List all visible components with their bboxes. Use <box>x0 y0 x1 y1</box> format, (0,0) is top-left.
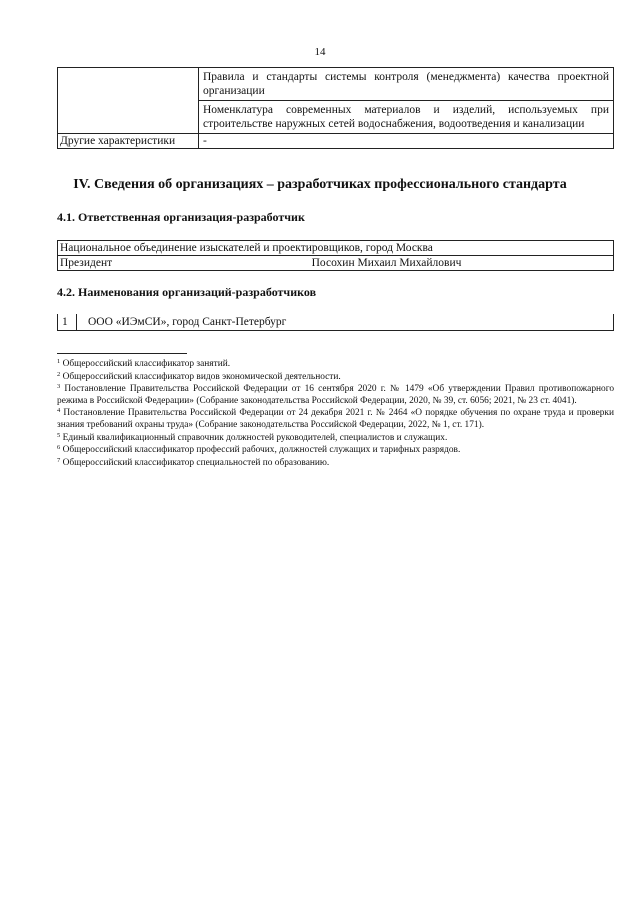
footnote: $^2$ Общероссийский классификатор видов экономической деятельности. <box>57 370 341 382</box>
subsection-heading: 4.2. Наименования организаций-разработчиков <box>57 285 317 299</box>
table-cell: Номенклатура современных материалов и изделий, используемых при строительстве наружных сетей водоснабжения, водоотведения и канализации <box>199 101 614 134</box>
footnote: $^7$ Общероссийский классификатор специальностей по образованию. <box>57 456 330 468</box>
footnote: $^1$ Общероссийский классификатор занятий. <box>57 358 231 369</box>
org-name: Национальное объединение изыскателей и проектировщиков, город Москва <box>58 241 614 256</box>
characteristics-table <box>57 67 614 149</box>
footnote: $^5$ Единый квалификационный справочник должностей руководителей, специалистов и служащих. <box>57 431 448 443</box>
table-cell-empty <box>58 68 199 134</box>
responsible-org-table <box>57 240 614 271</box>
table-row <box>58 256 614 271</box>
table-row <box>58 241 614 256</box>
developer-number: 1 <box>57 314 77 330</box>
table-cell: Правила и стандарты системы контроля (менеджмента) качества проектной организации <box>199 68 614 101</box>
footnotes <box>57 359 614 470</box>
org-person: Посохин Михаил Михайлович <box>142 256 614 271</box>
developer-name: ООО «ИЭмСИ», город Санкт-Петербург <box>88 316 287 328</box>
subsection-heading: 4.1. Ответственная организация-разработчик <box>57 210 305 224</box>
table-cell: - <box>199 134 614 149</box>
footnote-separator <box>57 353 187 354</box>
footnote: $^4$ Постановление Правительства Российской Федерации от 24 декабря 2021 г. № 2464 «О порядке обучения по охране труда и проверки знания требований охраны труда» (Собрание законодательства Российской Федерации, 2022, № 1, ст. 171). <box>57 407 615 430</box>
developer-row <box>57 314 614 331</box>
footnote: $^3$ Постановление Правительства Российской Федерации от 16 сентября 2020 г. № 1479 «Об утверждении Правил противопожарного режима в Российской Федерации» (Собрание законодательства Российской Федерации, 2020, № 39, ст. 6056; 2021, № 23 ст. 4041). <box>57 383 615 406</box>
table-row <box>58 134 614 149</box>
page-number: 14 <box>314 46 326 58</box>
table-row <box>58 68 614 101</box>
table-border <box>613 314 614 330</box>
footnote: $^6$ Общероссийский классификатор профессий рабочих, должностей служащих и тарифных разрядов. <box>57 444 461 456</box>
table-cell-label: Другие характеристики <box>58 134 199 149</box>
org-position: Президент <box>58 256 142 271</box>
section-title: IV. Сведения об организациях – разработчиках профессионального стандарта <box>73 177 567 192</box>
